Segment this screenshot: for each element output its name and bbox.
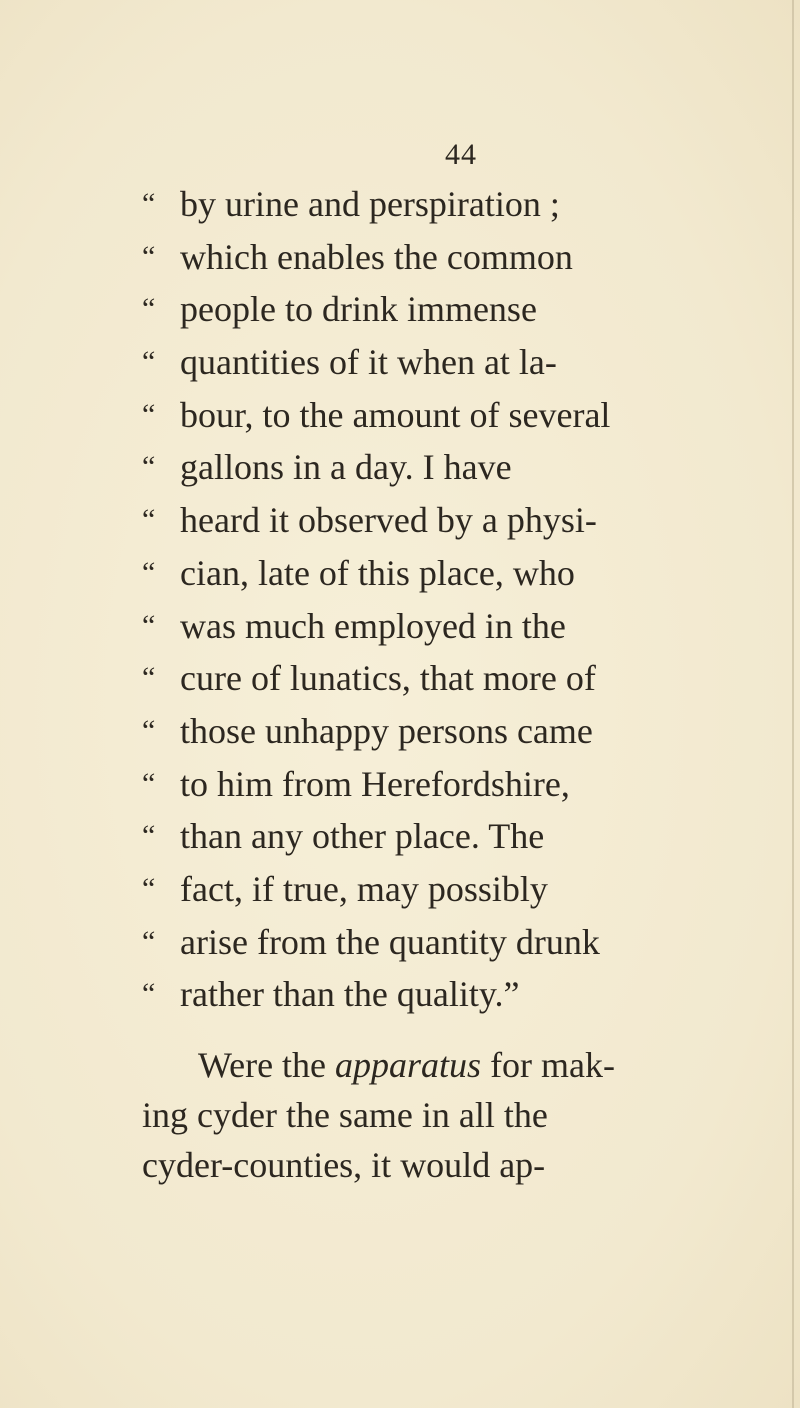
quote-line-text: than any other place. The xyxy=(180,816,545,857)
quote-mark: “ xyxy=(142,713,156,747)
page-number: 44 xyxy=(445,138,477,171)
quote-mark: “ xyxy=(142,239,156,273)
quote-line xyxy=(142,494,762,547)
italic-term: apparatus xyxy=(335,1045,482,1085)
quote-mark: “ xyxy=(142,345,156,379)
quote-mark: “ xyxy=(142,871,156,905)
quote-line-text: which enables the common xyxy=(180,236,573,277)
quote-mark: “ xyxy=(142,661,156,695)
quote-line-text: cure of lunatics, that more of xyxy=(180,658,596,699)
paragraph-text: Were the xyxy=(198,1045,336,1085)
quote-line xyxy=(142,600,762,653)
page-edge xyxy=(792,0,794,1408)
quote-line xyxy=(142,231,762,284)
paragraph-line: ing cyder the same in all the xyxy=(142,1095,548,1135)
paragraph-text: for mak- xyxy=(481,1045,616,1085)
quote-line xyxy=(142,705,762,758)
quote-line-text: by urine and perspiration ; xyxy=(180,184,560,224)
quote-line-text: heard it observed by a physi- xyxy=(180,500,597,541)
quote-line xyxy=(142,916,762,969)
quote-line-text: rather than the quality.” xyxy=(180,974,520,1015)
quote-mark: “ xyxy=(142,924,156,958)
body-paragraph xyxy=(142,1040,762,1190)
quote-line xyxy=(142,652,762,705)
quote-line-text: fact, if true, may possibly xyxy=(180,868,548,909)
quote-mark: “ xyxy=(142,187,156,220)
quote-line-text: people to drink immense xyxy=(180,289,537,330)
paragraph-line: cyder-counties, it would ap- xyxy=(142,1145,546,1185)
quote-line xyxy=(142,336,762,389)
quote-line xyxy=(142,810,762,863)
quote-line-text: to him from Herefordshire, xyxy=(180,763,570,804)
paragraph-line xyxy=(142,1040,762,1090)
quote-mark: “ xyxy=(142,450,156,484)
quote-line-text: was much employed in the xyxy=(180,605,566,646)
quote-line-text: arise from the quantity drunk xyxy=(180,921,600,962)
quote-line-text: cian, late of this place, who xyxy=(180,552,575,593)
quote-mark: “ xyxy=(142,555,156,589)
quote-mark: “ xyxy=(142,397,156,431)
quote-line xyxy=(142,547,762,600)
quoted-passage xyxy=(142,178,762,1021)
quote-mark: “ xyxy=(142,977,156,1011)
quote-line xyxy=(142,178,762,231)
quote-line-text: quantities of it when at la- xyxy=(180,342,557,383)
quote-mark: “ xyxy=(142,292,156,326)
quote-mark: “ xyxy=(142,503,156,537)
quote-line xyxy=(142,758,762,811)
quote-line xyxy=(142,863,762,916)
quote-line xyxy=(142,389,762,442)
quote-line-text: gallons in a day. I have xyxy=(180,447,512,488)
quote-line-text: bour, to the amount of several xyxy=(180,394,611,435)
quote-mark: “ xyxy=(142,819,156,853)
quote-line-text: those unhappy persons came xyxy=(180,710,593,751)
quote-mark: “ xyxy=(142,608,156,642)
quote-line xyxy=(142,441,762,494)
quote-mark: “ xyxy=(142,766,156,800)
quote-line xyxy=(142,283,762,336)
quote-line xyxy=(142,968,762,1021)
